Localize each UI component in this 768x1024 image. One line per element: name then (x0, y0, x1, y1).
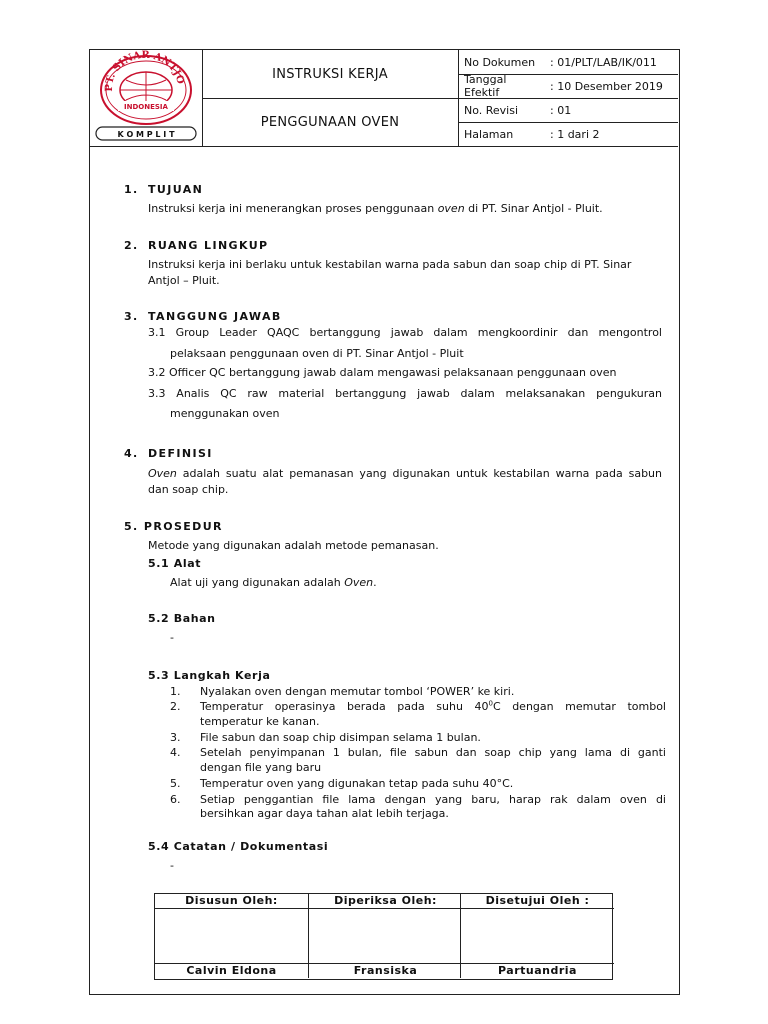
subsection-heading-catatan: 5.4 Catatan / Dokumentasi (148, 840, 329, 853)
definisi-line (148, 466, 662, 482)
alat-text (170, 575, 377, 591)
signature-column-checked (308, 894, 462, 978)
ruang-lingkup-line: Instruksi kerja ini berlaku untuk kestabilan warna pada sabun dan soap chip di PT. Sinar (148, 258, 632, 271)
step-number: 5. (170, 777, 181, 790)
signature-name: Calvin Eldona (155, 963, 308, 978)
section-heading-definisi: DEFINISI (148, 447, 213, 460)
tanggung-jawab-item: 3.1 Group Leader QAQC bertanggung jawab dalam mengkoordinir dan mengontrol (148, 326, 662, 339)
signature-column-prepared (155, 894, 308, 978)
meta-label: Halaman (464, 127, 514, 141)
step-number: 4. (170, 746, 181, 759)
step-text: Nyalakan oven dengan memutar tombol ‘POWER’ ke kiri. (200, 685, 515, 698)
text-run: C dengan memutar tombol (492, 700, 666, 713)
section-heading-ruang-lingkup: RUANG LINGKUP (148, 239, 269, 252)
signature-role: Diperiksa Oleh: (309, 894, 462, 909)
step-text-cont: temperatur ke kanan. (200, 715, 320, 728)
subsection-heading-langkah-kerja: 5.3 Langkah Kerja (148, 669, 271, 682)
section-heading-tujuan: TUJUAN (148, 183, 204, 196)
meta-value: : 01 (550, 103, 572, 117)
tanggung-jawab-item: 3.2 Officer QC bertanggung jawab dalam mengawasi pelaksanaan penggunaan oven (148, 366, 617, 379)
step-text: Temperatur oven yang digunakan tetap pada suhu 40°C. (200, 777, 514, 790)
tanggung-jawab-item-cont: menggunakan oven (170, 407, 280, 420)
tanggung-jawab-item: 3.3 Analis QC raw material bertanggung jawab dalam melaksanakan pengukuran (148, 387, 662, 400)
meta-value: : 01/PLT/LAB/IK/011 (550, 55, 657, 69)
section-number: 2. (124, 239, 139, 252)
step-number: 1. (170, 685, 181, 698)
tujuan-text (148, 201, 603, 217)
section-heading-prosedur: 5. PROSEDUR (124, 520, 223, 533)
bahan-text: - (170, 631, 174, 644)
step-text-cont: dengan file yang baru (200, 761, 322, 774)
signature-column-approved (460, 894, 614, 978)
subsection-heading-bahan: 5.2 Bahan (148, 612, 216, 625)
meta-label: No. Revisi (464, 103, 519, 117)
text-run-italic: Oven (148, 467, 177, 480)
step-text: Setelah penyimpanan 1 bulan, file sabun dan soap chip yang lama di ganti (200, 746, 666, 759)
signature-name: Fransiska (309, 963, 462, 978)
text-run: adalah suatu alat pemanasan yang digunakan untuk kestabilan warna pada sabun (176, 467, 662, 480)
catatan-text: - (170, 859, 174, 872)
step-text-cont: bersihkan agar daya tahan alat lebih terjaga. (200, 807, 449, 820)
text-run: . (373, 576, 377, 589)
meta-value: : 1 dari 2 (550, 127, 600, 141)
definisi-line: dan soap chip. (148, 483, 229, 496)
logo-tagline: K O M P L I T (117, 130, 175, 139)
prosedur-intro: Metode yang digunakan adalah metode pemanasan. (148, 539, 439, 552)
text-run: di PT. Sinar Antjol - Pluit. (464, 202, 603, 215)
signature-name: Partuandria (461, 963, 614, 978)
step-number: 6. (170, 793, 181, 806)
section-number: 1. (124, 183, 139, 196)
text-superscript: 0 (488, 699, 493, 708)
document-subtitle: PENGGUNAAN OVEN (260, 114, 400, 130)
text-run-italic: oven (437, 202, 465, 215)
meta-value: : 10 Desember 2019 (550, 79, 663, 93)
step-number: 3. (170, 731, 181, 744)
document-title: INSTRUKSI KERJA (202, 50, 458, 99)
ruang-lingkup-line: Antjol – Pluit. (148, 274, 220, 287)
step-text: Setiap penggantian file lama dengan yang baru, harap rak dalam oven di (200, 793, 666, 806)
section-number: 3. (124, 310, 139, 323)
text-run-italic: Oven (344, 576, 374, 589)
section-heading-tanggung-jawab: TANGGUNG JAWAB (148, 310, 282, 323)
tanggung-jawab-item-cont: pelaksaan penggunaan oven di PT. Sinar Antjol - Pluit (170, 347, 464, 360)
signature-role: Disusun Oleh: (155, 894, 308, 909)
signature-role: Disetujui Oleh : (461, 894, 614, 909)
text-run: Alat uji yang digunakan adalah (170, 576, 345, 589)
logo-country: INDONESIA (124, 103, 168, 111)
subsection-heading-alat: 5.1 Alat (148, 557, 202, 570)
meta-label: No Dokumen (464, 55, 536, 69)
step-text: File sabun dan soap chip disimpan selama 1 bulan. (200, 731, 481, 744)
signature-table (154, 893, 613, 980)
logo-company-arc: PT. SINAR ANTJO (103, 50, 186, 92)
step-number: 2. (170, 700, 181, 713)
section-number: 4. (124, 447, 139, 460)
text-run: Instruksi kerja ini menerangkan proses penggunaan (148, 202, 438, 215)
meta-label: Tanggal Efektif (464, 73, 507, 99)
text-run: Temperatur operasinya berada pada suhu 40 (200, 700, 489, 713)
step-text (200, 699, 666, 715)
